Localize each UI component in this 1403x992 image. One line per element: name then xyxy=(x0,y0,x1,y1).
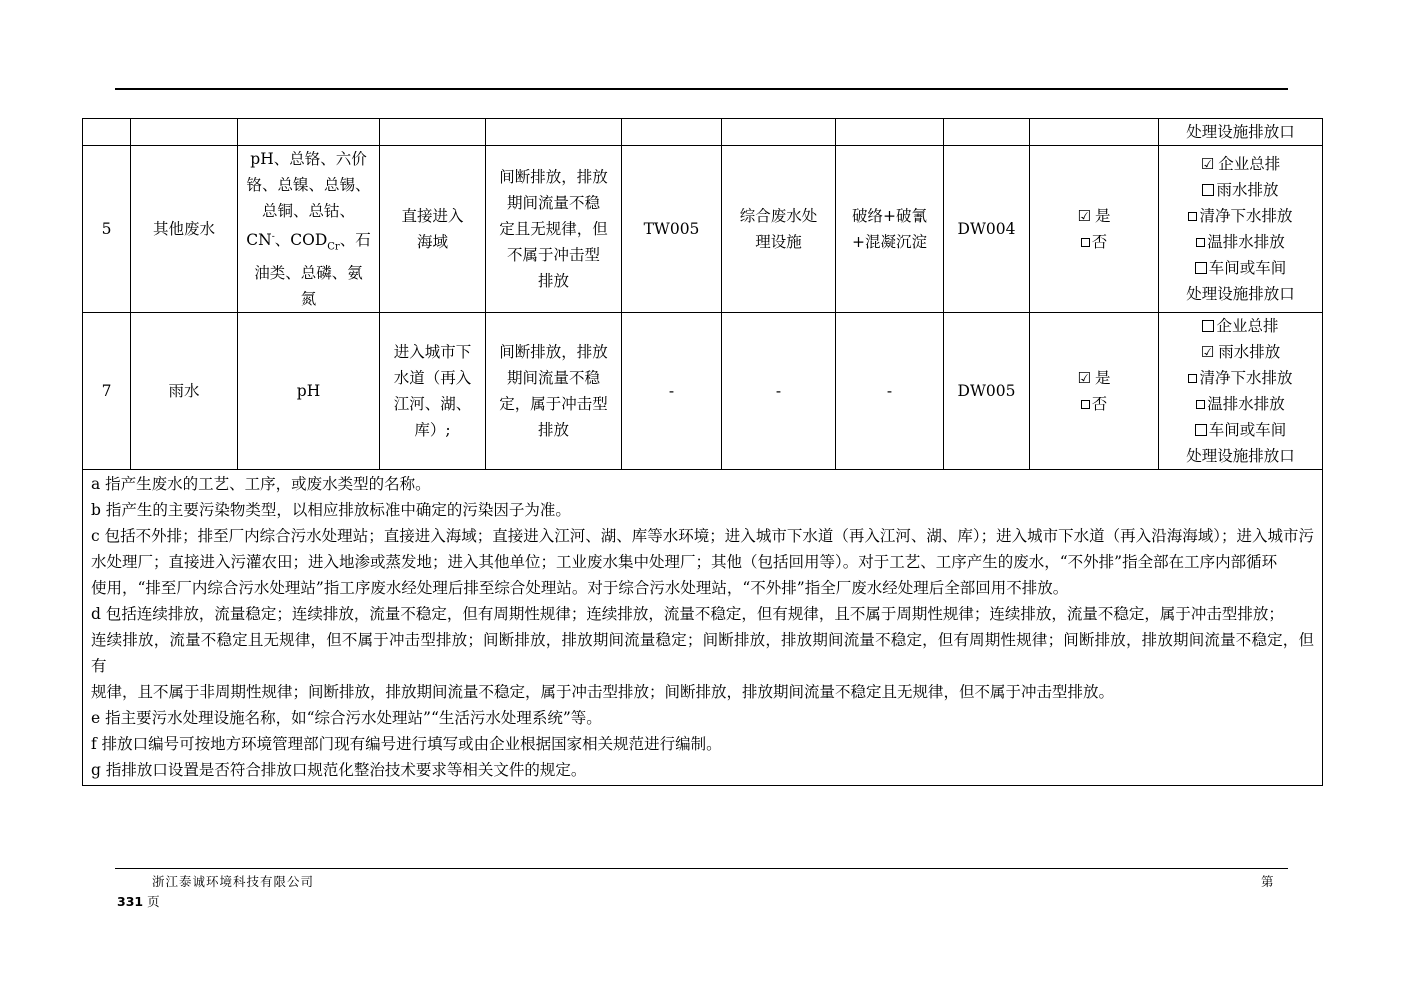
note-c-cont: 使用，“排至厂内综合污水处理站”指工序废水经处理后排至综合处理站。对于综合污水处理站，“不外排”指全厂废水经处理后全部回用不排放。 xyxy=(91,579,1069,598)
empty-box-icon xyxy=(1196,238,1205,247)
empty-box-icon xyxy=(1081,400,1090,409)
table-row-7 xyxy=(83,313,1323,470)
note-f: f 排放口编号可按地方环境管理部门现有编号进行填写或由企业根据国家相关规范进行编制。 xyxy=(91,735,722,754)
table-row-continued xyxy=(83,119,1323,146)
checked-box-icon: ☑ xyxy=(1077,369,1091,388)
footer-rule xyxy=(115,868,1288,869)
header-rule xyxy=(115,88,1288,90)
empty-box-icon xyxy=(1195,424,1207,436)
compliance-cell: ☑ 是 否 xyxy=(1030,313,1159,470)
empty-box-icon xyxy=(1195,262,1207,274)
outlet-code: DW005 xyxy=(944,313,1030,470)
empty-box-icon xyxy=(1188,212,1197,221)
footer-company: 浙江泰诚环境科技有限公司 xyxy=(152,874,315,889)
table-row-5 xyxy=(83,146,1323,313)
row-number: 5 xyxy=(83,146,131,313)
facility-code: TW005 xyxy=(622,146,722,313)
notes-row xyxy=(83,470,1323,786)
wastewater-type: 雨水 xyxy=(131,313,238,470)
compliance-cell: ☑ 是 否 xyxy=(1030,146,1159,313)
note-g: g 指排放口设置是否符合排放口规范化整治技术要求等相关文件的规定。 xyxy=(91,761,587,780)
footer-page-prefix: 第 xyxy=(1261,874,1274,889)
checked-box-icon: ☑ xyxy=(1077,207,1091,226)
discharge-destination: 进入城市下 水道（再入 江河、湖、 库）; xyxy=(380,313,486,470)
facility-name: - xyxy=(722,313,836,470)
facility-code: - xyxy=(622,313,722,470)
discharge-destination: 直接进入 海域 xyxy=(380,146,486,313)
empty-box-icon xyxy=(1081,238,1090,247)
empty-box-icon xyxy=(1196,400,1205,409)
checked-box-icon: ☑ xyxy=(1200,155,1215,174)
empty-box-icon xyxy=(1188,374,1197,383)
empty-box-icon xyxy=(1202,320,1214,332)
wastewater-type: 其他废水 xyxy=(131,146,238,313)
treatment-process: - xyxy=(836,313,944,470)
empty-box-icon xyxy=(1202,184,1214,196)
outlet-type-cell: ☑ 企业总排 雨水排放 清净下水排放 温排水排放 车间或车间 处理设施排放口 xyxy=(1159,146,1323,313)
discharge-pattern: 间断排放，排放 期间流量不稳 定，属于冲击型 排放 xyxy=(486,313,622,470)
wastewater-outlet-table xyxy=(82,118,1323,786)
facility-name: 综合废水处 理设施 xyxy=(722,146,836,313)
pollutant-list: pH、总铬、六价 铬、总镍、总锡、 总铜、总钴、 CN-、$COD_{Cr}$、石 油类、总磷、氨 氮 xyxy=(238,146,380,313)
note-d-cont: 连续排放，流量不稳定且无规律，但不属于冲击型排放；间断排放，排放期间流量稳定；间断排放，排放期间流量不稳定，但有周期性规律；间断排放，排放期间流量不稳定，但有 xyxy=(91,631,1314,676)
footer-page-number: 331 页 xyxy=(117,894,160,909)
discharge-pattern: 间断排放，排放 期间流量不稳 定且无规律，但 不属于冲击型 排放 xyxy=(486,146,622,313)
note-d: d 包括连续排放，流量稳定；连续排放，流量不稳定，但有周期性规律；连续排放，流量不稳定，但有规律，且不属于周期性规律；连续排放，流量不稳定，属于冲击型排放； xyxy=(91,605,1284,624)
pollutant-list: pH xyxy=(238,313,380,470)
row-number: 7 xyxy=(83,313,131,470)
note-c: c 包括不外排；排至厂内综合污水处理站；直接进入海域；直接进入江河、湖、库等水环境；进入城市下水道（再入江河、湖、库）；进入城市下水道（再入沿海海域）；进入城市污水处理厂；直接进入污灌农田；进入地渗或蒸发地；进入其他单位；工业废水集中处理厂；其他（包括回用等）。对于工艺、工序产生的废水，“不外排”指全部在工序内部循环 xyxy=(91,527,1314,572)
outlet-type-cell: 企业总排 ☑ 雨水排放 清净下水排放 温排水排放 车间或车间 处理设施排放口 xyxy=(1159,313,1323,470)
treatment-process: 破络+破氰 +混凝沉淀 xyxy=(836,146,944,313)
note-b: b 指产生的主要污染物类型，以相应排放标准中确定的污染因子为准。 xyxy=(91,501,571,520)
table-notes xyxy=(83,470,1323,786)
outlet-type-cell: 处理设施排放口 xyxy=(1159,119,1323,146)
outlet-code: DW004 xyxy=(944,146,1030,313)
note-d-cont2: 规律，且不属于非周期性规律；间断排放，排放期间流量不稳定，属于冲击型排放；间断排放，排放期间流量不稳定且无规律，但不属于冲击型排放。 xyxy=(91,683,1115,702)
note-a: a 指产生废水的工艺、工序，或废水类型的名称。 xyxy=(91,475,431,494)
note-e: e 指主要污水处理设施名称，如“综合污水处理站”“生活污水处理系统”等。 xyxy=(91,709,602,728)
checked-box-icon: ☑ xyxy=(1200,343,1215,362)
